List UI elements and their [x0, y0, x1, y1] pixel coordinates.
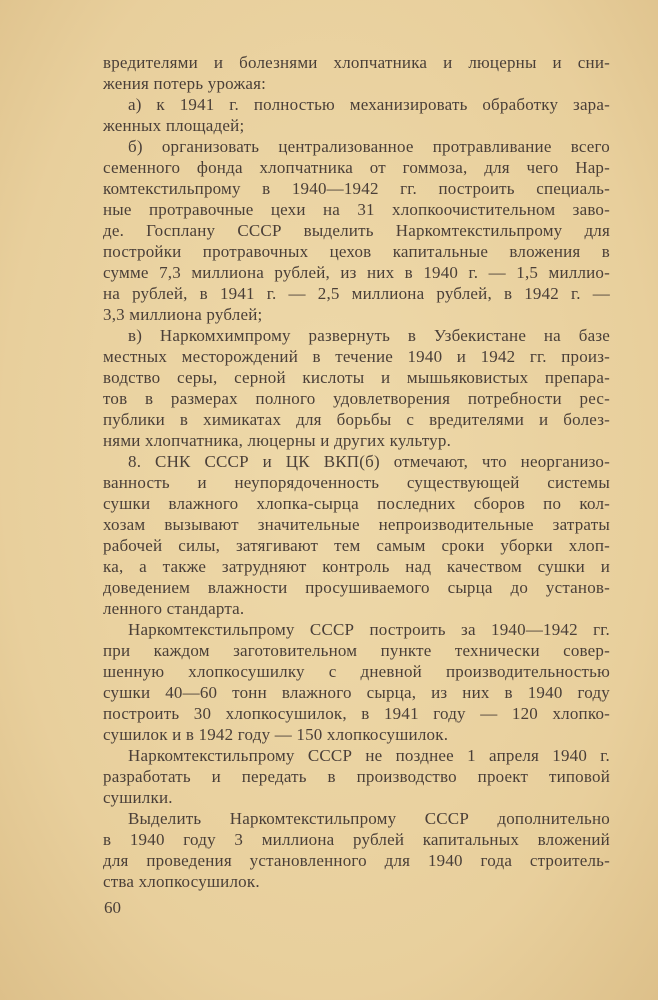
text-line: сушилок и в 1942 году — 150 хлопкосушилок.: [103, 725, 449, 744]
body-text: [103, 52, 610, 892]
text-line: ные протравочные цехи на 31 хлопкоочистительном заво-: [103, 200, 610, 219]
text-line: рабочей силы, затягивают тем самым сроки уборки хлоп-: [103, 536, 610, 555]
text-line: семенного фонда хлопчатника от гоммоза, для чего Нар-: [103, 158, 610, 177]
text-line: ства хлопкосушилок.: [103, 872, 260, 891]
text-line: жения потерь урожая:: [103, 74, 267, 93]
text-line: доведением влажности просушиваемого сырца до установ-: [103, 578, 610, 597]
text-line: Выделить Наркомтекстильпрому СССР дополнительно: [128, 809, 610, 828]
text-line: шенную хлопкосушилку с дневной производительностью: [103, 662, 610, 681]
text-line: сушки 40—60 тонн влажного сырца, из них в 1940 году: [103, 683, 610, 702]
text-line: в) Наркомхимпрому развернуть в Узбекистане на базе: [128, 326, 610, 345]
page-number: 60: [104, 898, 121, 917]
text-line: Наркомтекстильпрому СССР не позднее 1 апреля 1940 г.: [128, 746, 610, 765]
text-line: женных площадей;: [103, 116, 245, 135]
text-line: сумме 7,3 миллиона рублей, из них в 1940 г. — 1,5 миллио-: [103, 263, 610, 282]
text-line: публики в химикатах для борьбы с вредителями и болез-: [103, 410, 610, 429]
text-line: ванность и неупорядоченность существующей системы: [103, 473, 610, 492]
text-line: 3,3 миллиона рублей;: [103, 305, 263, 324]
text-line: для проведения установленного для 1940 года строитель-: [103, 851, 610, 870]
text-line: б) организовать централизованное протравливание всего: [128, 137, 610, 156]
text-line: ка, а также затрудняют контроль над качеством сушки и: [103, 557, 610, 576]
text-line: хозам вызывают значительные непроизводительные затраты: [103, 515, 610, 534]
text-line: Наркомтекстильпрому СССР построить за 1940—1942 гг.: [128, 620, 610, 639]
text-line: сушки влажного хлопка-сырца последних сборов по кол-: [103, 494, 610, 513]
text-line: в 1940 году 3 миллиона рублей капитальных вложений: [103, 830, 610, 849]
text-line: ленного стандарта.: [103, 599, 245, 618]
text-line: на рублей, в 1941 г. — 2,5 миллиона рублей, в 1942 г. —: [103, 284, 610, 303]
text-line: разработать и передать в производство проект типовой: [103, 767, 610, 786]
text-line: а) к 1941 г. полностью механизировать обработку зара-: [128, 95, 610, 114]
text-line: де. Госплану СССР выделить Наркомтекстильпрому для: [103, 221, 610, 240]
text-line: построить 30 хлопкосушилок, в 1941 году — 120 хлопко-: [103, 704, 610, 723]
text-line: 8. СНК СССР и ЦК ВКП(б) отмечают, что неорганизо-: [128, 452, 610, 471]
text-line: при каждом заготовительном пункте технически совер-: [103, 641, 610, 660]
text-line: нями хлопчатника, люцерны и других культур.: [103, 431, 452, 450]
text-line: местных месторождений в течение 1940 и 1942 гг. произ-: [103, 347, 610, 366]
text-line: постройки протравочных цехов капитальные вложения в: [103, 242, 610, 261]
text-line: водство серы, серной кислоты и мышьяковистых препара-: [103, 368, 610, 387]
text-line: сушилки.: [103, 788, 173, 807]
text-line: вредителями и болезнями хлопчатника и люцерны и сни-: [103, 53, 610, 72]
text-line: тов в размерах полного удовлетворения потребности рес-: [103, 389, 610, 408]
text-line: комтекстильпрому в 1940—1942 гг. построить специаль-: [103, 179, 610, 198]
